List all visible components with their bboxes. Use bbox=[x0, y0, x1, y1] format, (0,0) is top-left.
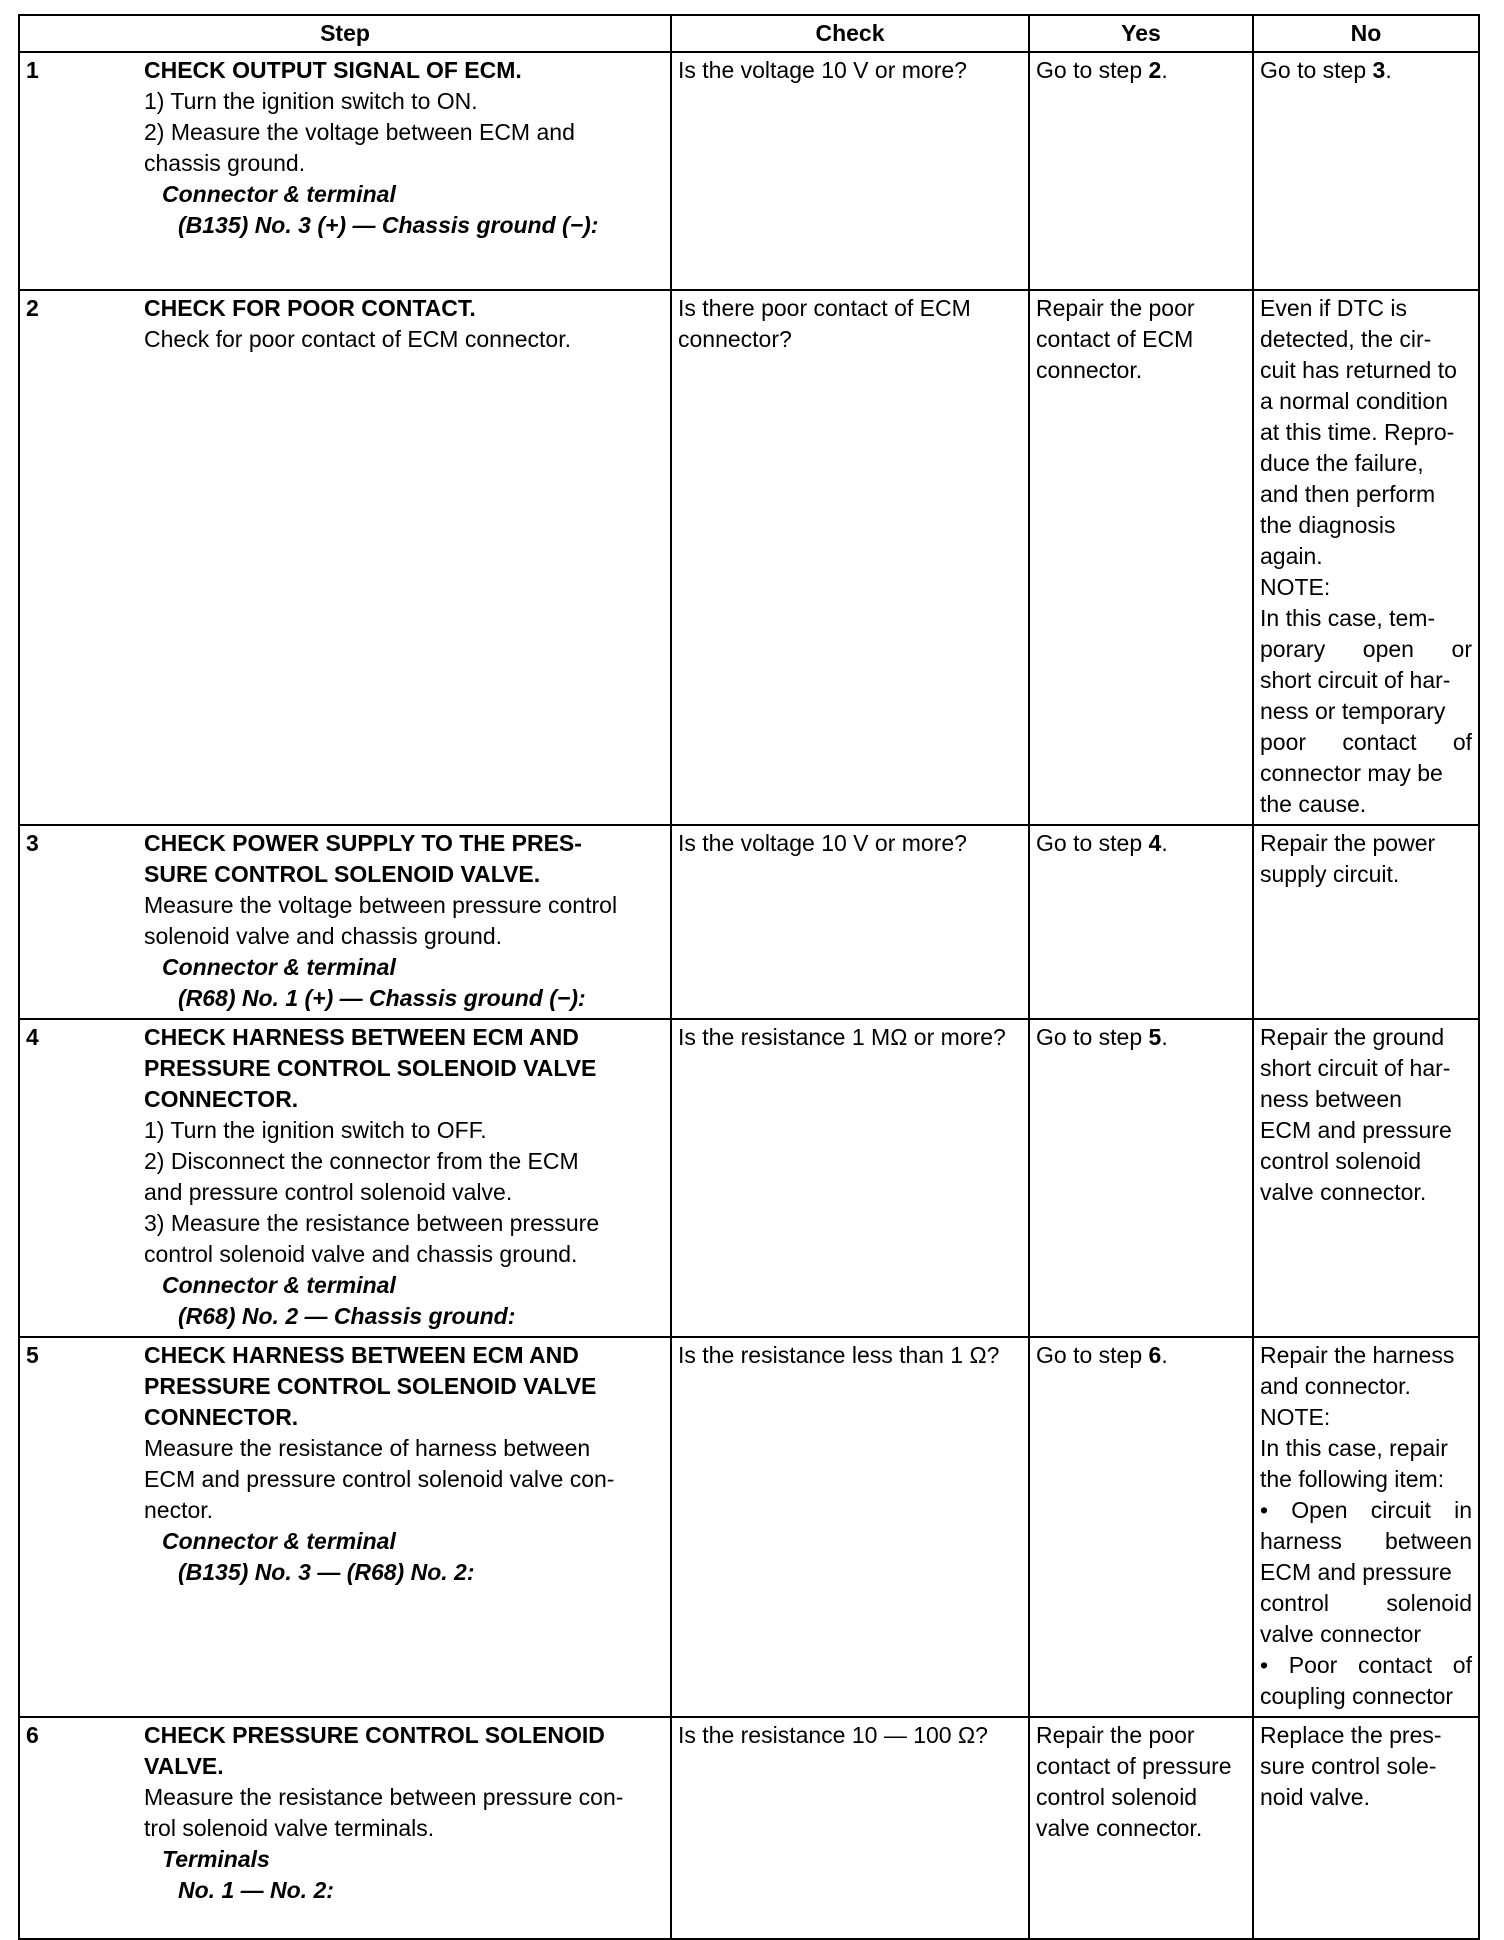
step-ref: 2 bbox=[1148, 57, 1162, 83]
note-line: coupling connector bbox=[1260, 1683, 1454, 1709]
yes-cell bbox=[1029, 1019, 1253, 1337]
note-line: valve connector bbox=[1260, 1621, 1422, 1647]
yes-cell bbox=[1029, 1717, 1253, 1939]
note-line: ECM and pressure bbox=[1260, 1559, 1452, 1585]
yes-cell: Repair the poor contact of ECM connector. bbox=[1029, 290, 1253, 825]
step-line: Measure the resistance between pressure con- bbox=[144, 1784, 624, 1810]
step-line: Check for poor contact of ECM connector. bbox=[144, 326, 571, 352]
table-row bbox=[19, 1019, 1479, 1337]
yes-line: control solenoid bbox=[1036, 1784, 1198, 1810]
header-check: Check bbox=[671, 15, 1029, 52]
no-line: control solenoid bbox=[1260, 1148, 1422, 1174]
connector-heading: Connector & terminal bbox=[162, 954, 396, 980]
no-text: Go to step bbox=[1260, 57, 1373, 83]
note-line: harness between bbox=[1260, 1528, 1472, 1554]
no-line: and then perform bbox=[1260, 481, 1436, 507]
connector-heading: Terminals bbox=[162, 1846, 270, 1872]
no-cell bbox=[1253, 1717, 1479, 1939]
no-line: and connector. bbox=[1260, 1373, 1411, 1399]
note-line: In this case, tem- bbox=[1260, 605, 1436, 631]
yes-cell bbox=[1029, 1337, 1253, 1717]
diagnostic-table bbox=[18, 14, 1480, 1940]
yes-line: valve connector. bbox=[1036, 1815, 1203, 1841]
no-line: ness between bbox=[1260, 1086, 1402, 1112]
step-line: Measure the resistance of harness between bbox=[144, 1435, 591, 1461]
step-cell bbox=[19, 290, 671, 825]
connector-terminal: (B135) No. 3 (+) — Chassis ground (−): bbox=[178, 212, 599, 238]
note-line: the cause. bbox=[1260, 791, 1367, 817]
no-line: duce the failure, bbox=[1260, 450, 1424, 476]
table-row bbox=[19, 1717, 1479, 1939]
yes-text-end: . bbox=[1161, 57, 1168, 83]
note-line: control solenoid bbox=[1260, 1590, 1472, 1616]
no-line: again. bbox=[1260, 543, 1323, 569]
no-line: the diagnosis bbox=[1260, 512, 1396, 538]
step-title: PRESSURE CONTROL SOLENOID VALVE bbox=[144, 1373, 597, 1399]
note-line: connector may be bbox=[1260, 760, 1443, 786]
yes-text-end: . bbox=[1161, 1342, 1168, 1368]
no-line: Even if DTC is bbox=[1260, 295, 1407, 321]
note-line: poor contact of bbox=[1260, 729, 1472, 755]
header-step: Step bbox=[19, 15, 671, 52]
step-cell bbox=[19, 825, 671, 1019]
step-line: 1) Turn the ignition switch to ON. bbox=[144, 88, 478, 114]
connector-terminal: No. 1 — No. 2: bbox=[178, 1877, 334, 1903]
step-title: CHECK PRESSURE CONTROL SOLENOID bbox=[144, 1722, 605, 1748]
note-line: • Poor contact of bbox=[1260, 1652, 1472, 1678]
no-cell bbox=[1253, 1337, 1479, 1717]
step-cell bbox=[19, 1337, 671, 1717]
step-number: 2 bbox=[26, 295, 39, 321]
step-title: CHECK POWER SUPPLY TO THE PRES- bbox=[144, 830, 582, 856]
connector-heading: Connector & terminal bbox=[162, 1528, 396, 1554]
connector-terminal: (R68) No. 1 (+) — Chassis ground (−): bbox=[178, 985, 586, 1011]
step-ref: 5 bbox=[1148, 1024, 1162, 1050]
yes-line: Repair the poor bbox=[1036, 1722, 1195, 1748]
no-cell bbox=[1253, 290, 1479, 825]
step-title: VALVE. bbox=[144, 1753, 224, 1779]
no-line: detected, the cir- bbox=[1260, 326, 1432, 352]
step-line: control solenoid valve and chassis ground. bbox=[144, 1241, 578, 1267]
step-line: trol solenoid valve terminals. bbox=[144, 1815, 435, 1841]
note-label: NOTE: bbox=[1260, 1404, 1331, 1430]
step-line: 3) Measure the resistance between pressure bbox=[144, 1210, 600, 1236]
yes-text: Go to step bbox=[1036, 57, 1149, 83]
table-row bbox=[19, 1337, 1479, 1717]
note-label: NOTE: bbox=[1260, 574, 1331, 600]
yes-text: Go to step bbox=[1036, 1342, 1149, 1368]
yes-text-end: . bbox=[1161, 1024, 1168, 1050]
note-line: ness or temporary bbox=[1260, 698, 1446, 724]
no-line: sure control sole- bbox=[1260, 1753, 1437, 1779]
step-line: 2) Disconnect the connector from the ECM bbox=[144, 1148, 579, 1174]
step-title: CONNECTOR. bbox=[144, 1086, 299, 1112]
step-cell bbox=[19, 1717, 671, 1939]
step-cell bbox=[19, 52, 671, 290]
check-cell: Is the voltage 10 V or more? bbox=[671, 825, 1029, 1019]
step-title: CONNECTOR. bbox=[144, 1404, 299, 1430]
connector-terminal: (R68) No. 2 — Chassis ground: bbox=[178, 1303, 516, 1329]
connector-heading: Connector & terminal bbox=[162, 1272, 396, 1298]
yes-line: contact of pressure bbox=[1036, 1753, 1232, 1779]
header-no: No bbox=[1253, 15, 1479, 52]
yes-cell bbox=[1029, 825, 1253, 1019]
step-number: 4 bbox=[26, 1024, 39, 1050]
step-title: CHECK HARNESS BETWEEN ECM AND bbox=[144, 1342, 579, 1368]
step-cell bbox=[19, 1019, 671, 1337]
step-line: ECM and pressure control solenoid valve con- bbox=[144, 1466, 615, 1492]
connector-terminal: (B135) No. 3 — (R68) No. 2: bbox=[178, 1559, 475, 1585]
no-line: valve connector. bbox=[1260, 1179, 1427, 1205]
step-line: solenoid valve and chassis ground. bbox=[144, 923, 503, 949]
step-line: 2) Measure the voltage between ECM and bbox=[144, 119, 575, 145]
yes-text: Go to step bbox=[1036, 830, 1149, 856]
header-row bbox=[19, 15, 1479, 52]
note-line: porary open or bbox=[1260, 636, 1472, 662]
step-number: 5 bbox=[26, 1342, 39, 1368]
no-line: ECM and pressure bbox=[1260, 1117, 1452, 1143]
check-cell: Is the voltage 10 V or more? bbox=[671, 52, 1029, 290]
no-text-end: . bbox=[1385, 57, 1392, 83]
step-line: 1) Turn the ignition switch to OFF. bbox=[144, 1117, 487, 1143]
note-line: short circuit of har- bbox=[1260, 667, 1451, 693]
no-line: a normal condition bbox=[1260, 388, 1448, 414]
table-row bbox=[19, 290, 1479, 825]
no-cell: Repair the power supply circuit. bbox=[1253, 825, 1479, 1019]
step-ref: 4 bbox=[1148, 830, 1162, 856]
step-number: 1 bbox=[26, 57, 39, 83]
no-cell bbox=[1253, 52, 1479, 290]
table-row bbox=[19, 52, 1479, 290]
no-line: at this time. Repro- bbox=[1260, 419, 1455, 445]
no-line: short circuit of har- bbox=[1260, 1055, 1451, 1081]
step-line: and pressure control solenoid valve. bbox=[144, 1179, 513, 1205]
no-line: Repair the ground bbox=[1260, 1024, 1445, 1050]
no-line: Repair the harness bbox=[1260, 1342, 1455, 1368]
no-cell bbox=[1253, 1019, 1479, 1337]
step-title: SURE CONTROL SOLENOID VALVE. bbox=[144, 861, 541, 887]
no-line: cuit has returned to bbox=[1260, 357, 1457, 383]
no-line: Replace the pres- bbox=[1260, 1722, 1442, 1748]
note-line: • Open circuit in bbox=[1260, 1497, 1472, 1523]
table-row bbox=[19, 825, 1479, 1019]
connector-heading: Connector & terminal bbox=[162, 181, 396, 207]
check-cell: Is the resistance less than 1 Ω? bbox=[671, 1337, 1029, 1717]
step-number: 3 bbox=[26, 830, 39, 856]
step-number: 6 bbox=[26, 1722, 39, 1748]
check-cell: Is there poor contact of ECM connector? bbox=[671, 290, 1029, 825]
yes-text: Go to step bbox=[1036, 1024, 1149, 1050]
step-title: CHECK OUTPUT SIGNAL OF ECM. bbox=[144, 57, 522, 83]
step-line: Measure the voltage between pressure control bbox=[144, 892, 618, 918]
step-title: PRESSURE CONTROL SOLENOID VALVE bbox=[144, 1055, 597, 1081]
note-line: In this case, repair bbox=[1260, 1435, 1448, 1461]
no-line: noid valve. bbox=[1260, 1784, 1370, 1810]
step-title: CHECK FOR POOR CONTACT. bbox=[144, 295, 476, 321]
yes-text-end: . bbox=[1161, 830, 1168, 856]
step-line: nector. bbox=[144, 1497, 214, 1523]
check-cell: Is the resistance 1 MΩ or more? bbox=[671, 1019, 1029, 1337]
check-cell: Is the resistance 10 — 100 Ω? bbox=[671, 1717, 1029, 1939]
step-ref: 6 bbox=[1148, 1342, 1162, 1368]
yes-cell bbox=[1029, 52, 1253, 290]
note-line: the following item: bbox=[1260, 1466, 1445, 1492]
step-ref: 3 bbox=[1372, 57, 1386, 83]
step-title: CHECK HARNESS BETWEEN ECM AND bbox=[144, 1024, 579, 1050]
step-line: chassis ground. bbox=[144, 150, 306, 176]
header-yes: Yes bbox=[1029, 15, 1253, 52]
